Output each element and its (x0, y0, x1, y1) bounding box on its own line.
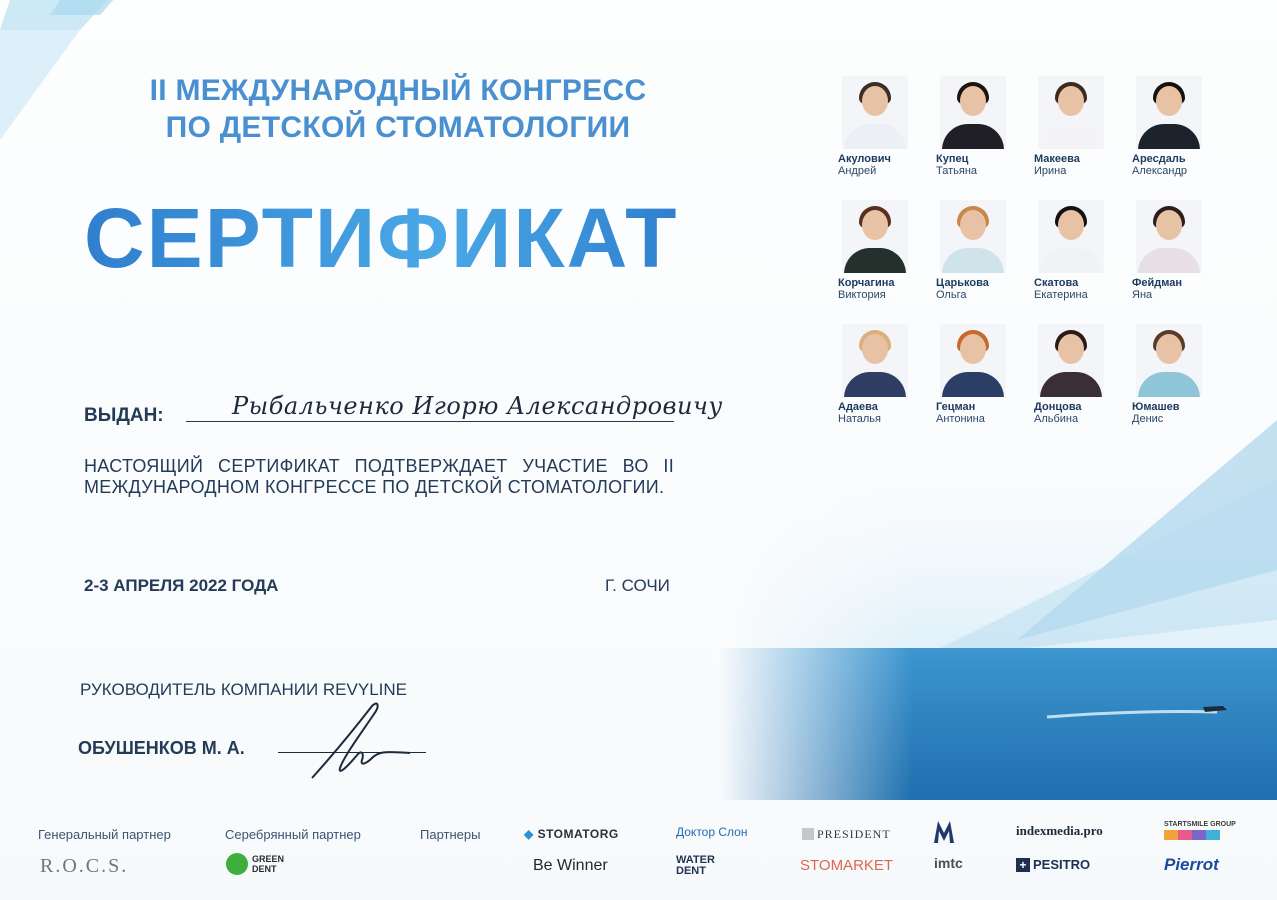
speaker-photo (842, 200, 908, 273)
speaker-last-name: Аресдаль (1132, 153, 1186, 165)
stomatorg-text: STOMATORG (537, 827, 619, 841)
speaker-last-name: Царькова (936, 277, 989, 289)
speaker-last-name: Корчагина (838, 277, 895, 289)
speaker-first-name: Александр (1132, 165, 1188, 177)
speaker-last-name: Акулович (838, 153, 891, 165)
event-city: Г. СОЧИ (605, 576, 670, 595)
speaker-card (1034, 76, 1124, 177)
head-title: РУКОВОДИТЕЛЬ КОМПАНИИ REVYLINE (80, 680, 407, 699)
startsmile-logo (1164, 821, 1236, 840)
speaker-last-name: Гецман (936, 401, 976, 413)
pierrot-logo: Pierrot (1164, 855, 1219, 874)
m-logo-icon (934, 821, 954, 843)
rocs-logo: R.O.C.S. (40, 855, 129, 877)
pesitro-logo (1016, 857, 1090, 872)
speaker-first-name: Ольга (936, 289, 967, 301)
general-partner-label: Генеральный партнер (38, 827, 171, 842)
imtc-logo: imtc (934, 855, 963, 871)
event-date: 2-3 АПРЕЛЯ 2022 ГОДА (84, 576, 279, 595)
speaker-first-name: Наталья (838, 413, 881, 425)
speaker-card (936, 200, 1026, 301)
speaker-last-name: Купец (936, 153, 969, 165)
president-mark-icon (802, 828, 814, 840)
speaker-first-name: Виктория (838, 289, 886, 301)
certificate-title: СЕРТИФИКАТ (84, 191, 679, 285)
speaker-first-name: Татьяна (936, 165, 978, 177)
startsmile-text: STARTSMILE GROUP (1164, 821, 1236, 828)
speaker-photo (1038, 200, 1104, 273)
recipient-name: Рыбальченко Игорю Александровичу (232, 392, 723, 420)
speaker-last-name: Донцова (1034, 401, 1082, 413)
speaker-last-name: Адаева (838, 401, 878, 413)
startsmile-bars-icon (1164, 830, 1236, 840)
speaker-card (936, 76, 1026, 177)
speaker-card (1034, 200, 1124, 301)
speaker-photo (1136, 76, 1202, 149)
greendent-mark-icon (226, 853, 248, 875)
speaker-photo (1038, 324, 1104, 397)
speaker-first-name: Андрей (838, 165, 877, 177)
congress-title-line2: ПО ДЕТСКОЙ СТОМАТОЛОГИИ (165, 111, 631, 144)
speaker-photo (940, 200, 1006, 273)
speaker-card (838, 324, 928, 425)
head-name: ОБУШЕНКОВ М. А. (78, 738, 245, 758)
stomarket-logo: STOMARKET (800, 857, 894, 874)
speaker-last-name: Скатова (1034, 277, 1079, 289)
confirmation-text: НАСТОЯЩИЙ СЕРТИФИКАТ ПОДТВЕРЖДАЕТ УЧАСТИЕ ВО II МЕЖДУНАРОДНОМ КОНГРЕССЕ ПО ДЕТСКОЙ СТОМАТОЛОГИИ. (84, 456, 674, 497)
president-text: PRESIDENT (817, 827, 891, 841)
issued-label: ВЫДАН: (84, 405, 164, 426)
speaker-last-name: Макеева (1034, 153, 1080, 165)
speaker-card (936, 324, 1026, 425)
speaker-card (1132, 76, 1222, 177)
speaker-first-name: Екатерина (1034, 289, 1088, 301)
signature (300, 698, 430, 784)
speaker-last-name: Юмашев (1132, 401, 1180, 413)
bewinner-logo: Be Winner (533, 857, 608, 874)
partners-label: Партнеры (420, 827, 481, 842)
waterdent-logo: WATER DENT (676, 854, 715, 877)
pesitro-text: PESITRO (1033, 857, 1091, 872)
partners-bar (0, 815, 1277, 900)
congress-title (88, 72, 708, 146)
doktorslon-logo: Доктор Слон (676, 825, 748, 839)
speaker-first-name: Денис (1132, 413, 1164, 425)
speaker-first-name: Ирина (1034, 165, 1067, 177)
speaker-card (1132, 324, 1222, 425)
stomatorg-logo (524, 827, 619, 841)
silver-partner-label: Серебрянный партнер (225, 827, 361, 842)
speaker-card (838, 200, 928, 301)
recipient-underline (186, 421, 674, 422)
speaker-photo (1038, 76, 1104, 149)
speaker-card (838, 76, 928, 177)
stomatorg-mark-icon: ◆ (524, 827, 538, 841)
president-logo (802, 827, 891, 842)
speaker-card (1034, 324, 1124, 425)
speaker-photo (842, 76, 908, 149)
greendent-logo (226, 853, 286, 875)
congress-title-line1: II МЕЖДУНАРОДНЫЙ КОНГРЕСС (149, 74, 647, 107)
speaker-photo (1136, 324, 1202, 397)
speaker-photo (842, 324, 908, 397)
sea-image (717, 420, 1277, 800)
speaker-photo (1136, 200, 1202, 273)
indexmedia-logo: indexmedia.pro (1016, 823, 1103, 838)
speaker-first-name: Альбина (1034, 413, 1079, 425)
speaker-photo (940, 76, 1006, 149)
speaker-first-name: Яна (1132, 289, 1153, 301)
greendent-text: GREEN DENT (252, 854, 285, 874)
speaker-last-name: Фейдман (1132, 277, 1183, 289)
speaker-photo (940, 324, 1006, 397)
speaker-card (1132, 200, 1222, 301)
pesitro-plus-icon: + (1016, 858, 1030, 872)
speaker-first-name: Антонина (936, 413, 985, 425)
